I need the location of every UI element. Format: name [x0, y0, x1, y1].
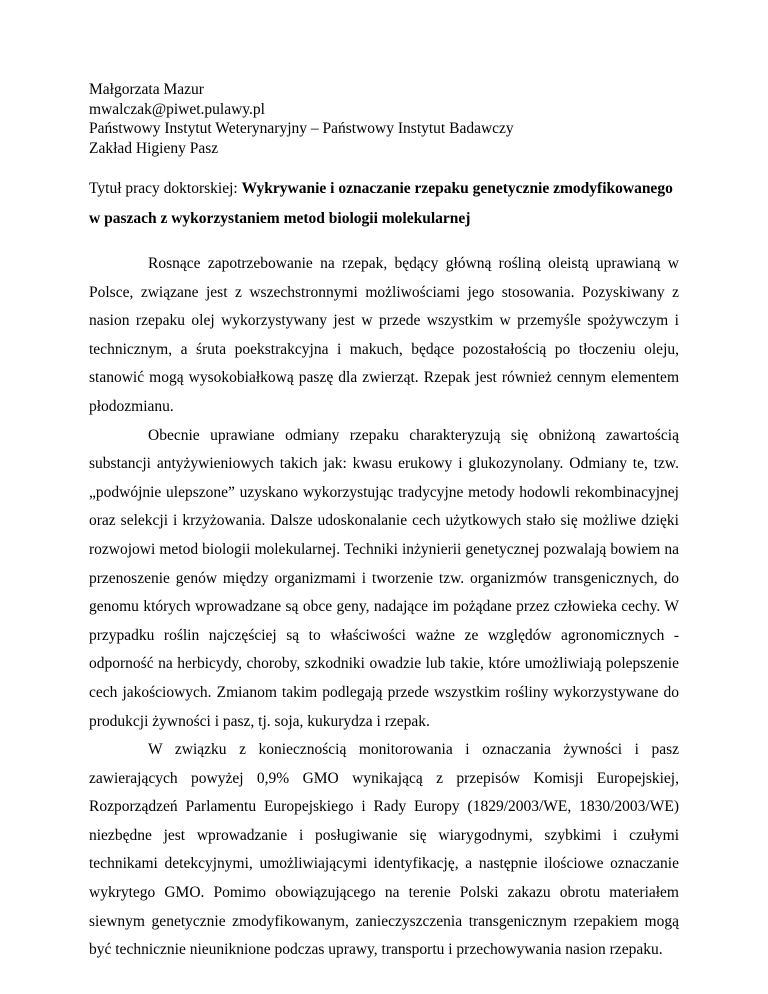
- author-email: mwalczak@piwet.pulawy.pl: [89, 100, 265, 118]
- thesis-title-block: [89, 174, 679, 234]
- institute-name: Państwowy Instytut Weterynaryjny – Państwowy Instytut Badawczy: [89, 120, 514, 137]
- paragraph-1: Rosnące zapotrzebowanie na rzepak, będący główną rośliną oleistą uprawianą w Polsce, związane jest z wszechstronnymi możliwościami jego stosowania. Pozyskiwany z nasion rzepaku olej wykorzystywany jest w przede wszystkim w przemyśle spożywczym i technicznym, a śruta poekstrakcyjna i makuch, będące pozostałością po tłoczeniu oleju, stanowić mogą wysokobiałkową paszę dla zwierząt. Rzepak jest również cennym elementem płodozmianu.: [89, 255, 679, 415]
- department-name: Zakład Higieny Pasz: [89, 139, 219, 157]
- thesis-label: Tytuł pracy doktorskiej:: [89, 180, 238, 197]
- body-text: [89, 250, 679, 965]
- author-name: Małgorzata Mazur: [89, 81, 204, 98]
- paragraph-3: W związku z koniecznością monitorowania i oznaczania żywności i pasz zawierających powyżej 0,9% GMO wynikającą z przepisów Komisji Europejskiej, Rozporządzeń Parlamentu Europejskiego i Rady Europy (1829/2003/WE, 1830/2003/WE) niezbędne jest wprowadzanie i posługiwanie się wiarygodnymi, szybkimi i czułymi technikami detekcyjnymi, umożliwiającymi identyfikację, a następnie ilościowe oznaczanie wykrytego GMO. Pomimo obowiązującego na terenie Polski zakazu obrotu materiałem siewnym genetycznie zmodyfikowanym, zanieczyszczenia transgenicznym rzepakiem mogą być technicznie nieuniknione podczas uprawy, transportu i przechowywania nasion rzepaku.: [89, 741, 679, 959]
- paragraph-2: Obecnie uprawiane odmiany rzepaku charakteryzują się obniżoną zawartością substancji antyżywieniowych takich jak: kwasu erukowy i glukozynolany. Odmiany te, tzw. „podwójnie ulepszone” uzyskano wykorzystując tradycyjne metody hodowli rekombinacyjnej oraz selekcji i krzyżowania. Dalsze udoskonalanie cech użytkowych stało się możliwe dzięki rozwojowi metod biologii molekularnej. Techniki inżynierii genetycznej pozwalają bowiem na przenoszenie genów między organizmami i tworzenie tzw. organizmów transgenicznych, do genomu których wprowadzane są obce geny, nadające im pożądane przez człowieka cechy. W przypadku roślin najczęściej są to właściwości ważne ze względów agronomicznych - odporność na herbicydy, choroby, szkodniki owadzie lub takie, które umożliwiają polepszenie cech jakościowych. Zmianom takim podlegają przede wszystkim rośliny wykorzystywane do produkcji żywności i pasz, tj. soja, kukurydza i rzepak.: [89, 426, 679, 730]
- author-header: [89, 80, 689, 158]
- thesis-title: Wykrywanie i oznaczanie rzepaku genetycznie zmodyfikowanego w paszach z wykorzystaniem metod biologii molekularnej: [89, 180, 673, 227]
